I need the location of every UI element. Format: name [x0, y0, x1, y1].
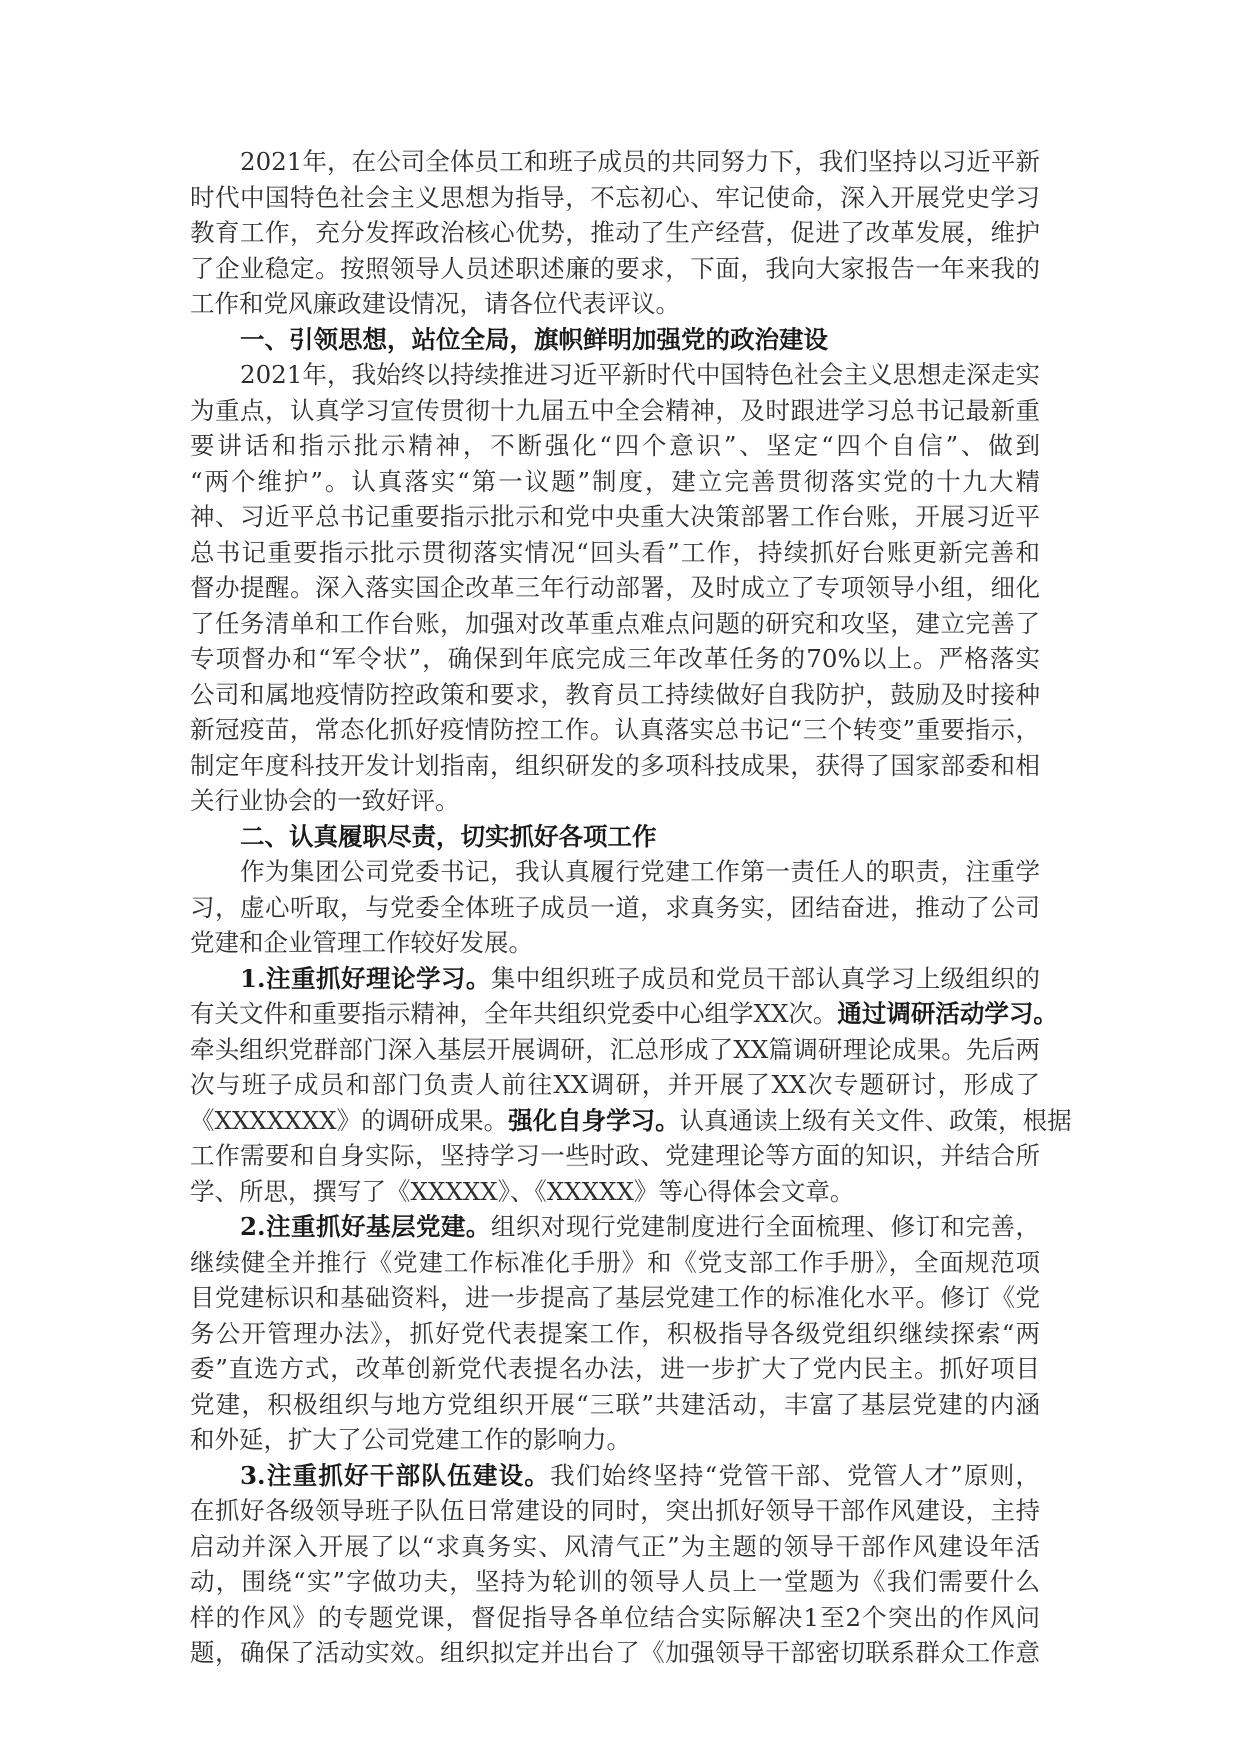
text-line	[190, 1280, 1040, 1316]
text-line	[190, 712, 1040, 748]
text-line	[190, 1564, 1040, 1600]
text-line	[190, 215, 1040, 251]
text-line	[190, 748, 1040, 784]
text-segment: 党建，积极组织与地方党组织开展“三联”共建活动，丰富了基层党建的内涵	[190, 1389, 1040, 1419]
text-segment: 认真通读上级有关文件、政策，根据	[679, 1105, 1072, 1135]
text-segment: 学、所思，撰写了《XXXXX》、《XXXXX》等心得体会文章。	[190, 1176, 855, 1206]
text-segment: 有关文件和重要指示精神，全年共组织党委中心组学XX次。	[190, 999, 838, 1028]
bold-lead-text: 2.注重抓好基层党建。	[240, 1212, 491, 1241]
text-line	[190, 1529, 1040, 1565]
text-line	[190, 641, 1040, 677]
text-line	[190, 499, 1040, 535]
document-page	[190, 144, 1072, 1671]
text-line	[190, 996, 1058, 1032]
text-line	[190, 286, 1040, 322]
text-line	[190, 535, 1040, 571]
text-line	[190, 961, 1040, 997]
text-segment: 样的作风》的专题党课，督促指导各单位结合实际解决1至2个突出的作风问	[190, 1602, 1040, 1632]
text-segment: 启动并深入开展了以“求真务实、风清气正”为主题的领导干部作风建设年活	[190, 1531, 1040, 1561]
text-line	[190, 393, 1040, 429]
text-line	[190, 1032, 1040, 1068]
text-line	[190, 1316, 1040, 1352]
text-line	[190, 819, 1040, 855]
text-segment: 委”直选方式，改革创新党代表提名办法，进一步扩大了党内民主。抓好项目	[190, 1354, 1040, 1383]
text-segment: 集中组织班子成员和党员干部认真学习上级组织的	[490, 963, 1040, 993]
text-segment: 工作和党风廉政建设情况，请各位代表评议。	[190, 289, 680, 318]
paragraph	[190, 1458, 1040, 1671]
text-segment: 二、认真履职尽责，切实抓好各项工作	[240, 821, 657, 851]
text-line	[190, 1245, 1040, 1281]
text-line	[190, 1422, 1040, 1458]
bold-lead-text: 3.注重抓好干部队伍建设。	[240, 1460, 551, 1490]
paragraph	[190, 961, 1072, 1210]
text-segment: 党建和企业管理工作较好发展。	[190, 928, 533, 957]
text-segment: 神、习近平总书记重要指示批示和党中央重大决策部署工作台账，开展习近平	[190, 502, 1040, 531]
paragraph	[190, 1209, 1040, 1458]
paragraph	[190, 144, 1040, 322]
bold-lead-text: 通过调研活动学习。	[837, 999, 1058, 1028]
text-line	[190, 1493, 1040, 1529]
text-segment: 新冠疫苗，常态化抓好疫情防控工作。认真落实总书记“三个转变”重要指示，	[190, 715, 1040, 744]
text-segment: 和外延，扩大了公司党建工作的影响力。	[190, 1425, 631, 1454]
paragraph	[190, 854, 1040, 961]
text-segment: 在抓好各级领导班子队伍日常建设的同时，突出抓好领导干部作风建设，主持	[190, 1496, 1040, 1525]
text-line	[190, 180, 1040, 216]
bold-lead-text: 强化自身学习。	[508, 1105, 680, 1135]
text-line	[190, 1067, 1040, 1103]
text-segment: 作为集团公司党委书记，我认真履行党建工作第一责任人的职责，注重学	[240, 857, 1040, 886]
text-line	[190, 1138, 1040, 1174]
text-segment: 务公开管理办法》，抓好党代表提案工作，积极指导各级党组织继续探索“两	[190, 1318, 1040, 1348]
text-line	[190, 1209, 1040, 1245]
text-line	[190, 357, 1040, 393]
text-segment: 公司和属地疫情防控政策和要求，教育员工持续做好自我防护，鼓励及时接种	[190, 679, 1040, 709]
text-segment: 总书记重要指示批示贯彻落实情况“回头看”工作，持续抓好台账更新完善和	[190, 537, 1040, 567]
text-segment: 组织对现行党建制度进行全面梳理、修订和完善，	[490, 1212, 1040, 1241]
text-line	[190, 783, 1040, 819]
text-segment: 次与班子成员和部门负责人前往XX调研，并开展了XX次专题研讨，形成了	[190, 1070, 1040, 1099]
text-segment: 2021年，在公司全体员工和班子成员的共同努力下，我们坚持以习近平新	[240, 147, 1040, 176]
text-segment: “两个维护”。认真落实“第一议题”制度，建立完善贯彻落实党的十九大精	[190, 466, 1040, 496]
text-line	[190, 677, 1040, 713]
text-segment: 了任务清单和工作台账，加强对改革重点难点问题的研究和攻坚，建立完善了	[190, 608, 1040, 638]
text-segment: 一、引领思想，站位全局，旗帜鲜明加强党的政治建设	[240, 324, 828, 354]
text-line	[190, 428, 1040, 464]
text-line	[190, 854, 1040, 890]
text-segment: 关行业协会的一致好评。	[190, 786, 460, 815]
text-line	[190, 322, 1040, 358]
text-line	[190, 925, 1040, 961]
text-segment: 我们始终坚持“党管干部、党管人才”原则，	[550, 1460, 1040, 1490]
paragraph	[190, 357, 1040, 819]
section-heading	[190, 819, 1040, 855]
text-segment: 题，确保了活动实效。组织拟定并出台了《加强领导干部密切联系群众工作意	[190, 1638, 1040, 1667]
text-segment: 牵头组织党群部门深入基层开展调研，汇总形成了XX篇调研理论成果。先后两	[190, 1034, 1040, 1064]
text-line	[190, 570, 1040, 606]
text-line	[190, 890, 1040, 926]
text-line	[190, 1635, 1040, 1671]
text-line	[190, 1387, 1040, 1423]
text-segment: 2021年，我始终以持续推进习近平新时代中国特色社会主义思想走深走实	[240, 360, 1040, 389]
text-segment: 时代中国特色社会主义思想为指导，不忘初心、牢记使命，深入开展党史学习	[190, 182, 1040, 212]
text-segment: 目党建标识和基础资料，进一步提高了基层党建工作的标准化水平。修订《党	[190, 1283, 1040, 1312]
text-segment: 为重点，认真学习宣传贯彻十九届五中全会精神，及时跟进学习总书记最新重	[190, 395, 1040, 425]
text-line	[190, 1458, 1040, 1494]
text-line	[190, 606, 1040, 642]
text-segment: 了企业稳定。按照领导人员述职述廉的要求，下面，我向大家报告一年来我的	[190, 253, 1040, 283]
text-segment: 督办提醒。深入落实国企改革三年行动部署，及时成立了专项领导小组，细化	[190, 573, 1040, 602]
text-segment: 专项督办和“军令状”，确保到年底完成三年改革任务的70%以上。严格落实	[190, 644, 1040, 673]
text-line	[190, 1103, 1072, 1139]
text-line	[190, 464, 1040, 500]
text-line	[190, 1351, 1040, 1387]
bold-lead-text: 1.注重抓好理论学习。	[240, 963, 491, 993]
text-line	[190, 1174, 1040, 1210]
text-line	[190, 1600, 1040, 1636]
text-segment: 要讲话和指示批示精神，不断强化“四个意识”、坚定“四个自信”、做到	[190, 431, 1040, 460]
text-segment: 继续健全并推行《党建工作标准化手册》和《党支部工作手册》，全面规范项	[190, 1247, 1040, 1277]
text-line	[190, 144, 1040, 180]
text-segment: 制定年度科技开发计划指南，组织研发的多项科技成果，获得了国家部委和相	[190, 750, 1040, 780]
text-segment: 《XXXXXXX》的调研成果。	[190, 1105, 509, 1135]
section-heading	[190, 322, 1040, 358]
text-segment: 习，虚心听取，与党委全体班子成员一道，求真务实，团结奋进，推动了公司	[190, 892, 1040, 922]
text-segment: 动，围绕“实”字做功夫，坚持为轮训的领导人员上一堂题为《我们需要什么	[190, 1567, 1040, 1596]
text-segment: 教育工作，充分发挥政治核心优势，推动了生产经营，促进了改革发展，维护	[190, 218, 1040, 247]
text-line	[190, 251, 1040, 287]
text-segment: 工作需要和自身实际，坚持学习一些时政、党建理论等方面的知识，并结合所	[190, 1141, 1040, 1170]
